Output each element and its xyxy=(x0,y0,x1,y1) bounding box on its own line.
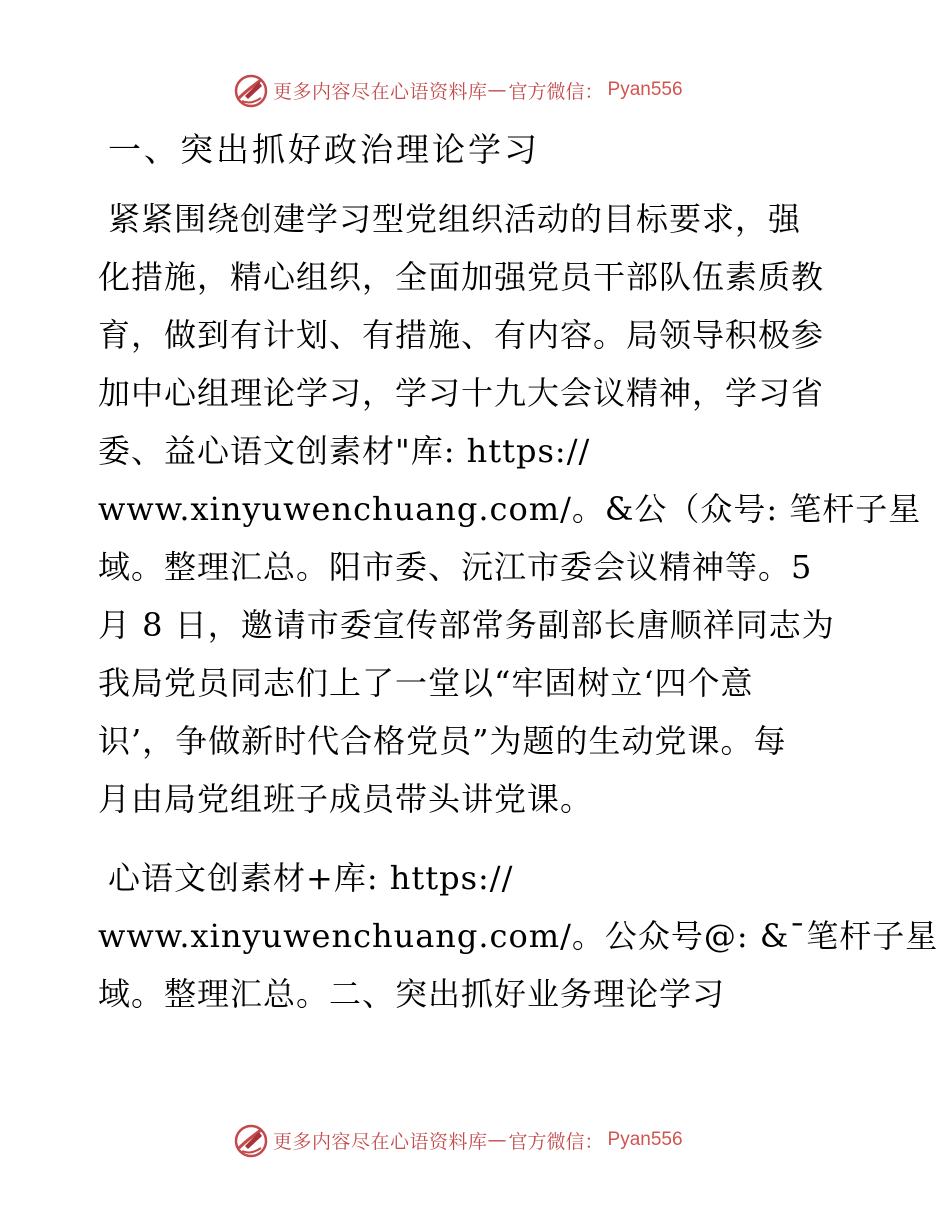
header-banner-text: 更多内容尽在心语资料库 xyxy=(273,80,488,103)
footer-banner xyxy=(233,1120,683,1160)
paragraph-line: 我局党员同志们上了一堂以“牢固树立‘四个意 xyxy=(98,664,754,702)
paragraph-line: 月 8 日，邀请市委宣传部常务副部长唐顺祥同志为 xyxy=(98,606,835,644)
footer-wechat-id: Pyan556 xyxy=(607,1129,683,1150)
paragraph-line: www.xinyuwenchuang.com/。公众号@: &¯笔杆子星 xyxy=(98,917,939,955)
footer-banner-label: 官方微信： xyxy=(508,1130,604,1153)
footer-banner-separator: — xyxy=(487,1129,507,1151)
logo-icon xyxy=(233,72,269,108)
paragraph-line: 紧紧围绕创建学习型党组织活动的目标要求，强 xyxy=(108,200,802,238)
paragraph-line: 育，做到有计划、有措施、有内容。局领导积极参 xyxy=(98,316,825,354)
logo-icon xyxy=(233,1122,269,1158)
paragraph-line: www.xinyuwenchuang.com/。&公（众号: 笔杆子星 xyxy=(98,490,922,528)
header-banner-label: 官方微信： xyxy=(508,80,604,103)
paragraph-line: 域。整理汇总。阳市委、沅江市委会议精神等。5 xyxy=(98,548,813,586)
header-banner-separator: — xyxy=(487,79,507,101)
header-banner xyxy=(233,70,683,110)
paragraph-line: 域。整理汇总。二、突出抓好业务理论学习 xyxy=(98,975,726,1013)
paragraph-line: 化措施，精心组织，全面加强党员干部队伍素质教 xyxy=(98,258,825,296)
paragraph-line: 识’，争做新时代合格党员”为题的生动党课。每 xyxy=(98,722,787,760)
footer-banner-text: 更多内容尽在心语资料库 xyxy=(273,1130,488,1153)
paragraph-line: 加中心组理论学习，学习十九大会议精神，学习省 xyxy=(98,374,825,412)
paragraph-line: 月由局党组班子成员带头讲党课。 xyxy=(98,780,594,818)
section-heading: 一、突出抓好政治理论学习 xyxy=(108,130,540,169)
paragraph-line: 委、益心语文创素材"库: https:// xyxy=(98,432,591,470)
paragraph-2 xyxy=(98,849,939,1023)
header-wechat-id: Pyan556 xyxy=(607,79,683,100)
paragraph-1 xyxy=(98,190,922,828)
paragraph-line: 心语文创素材+库: https:// xyxy=(108,859,514,897)
